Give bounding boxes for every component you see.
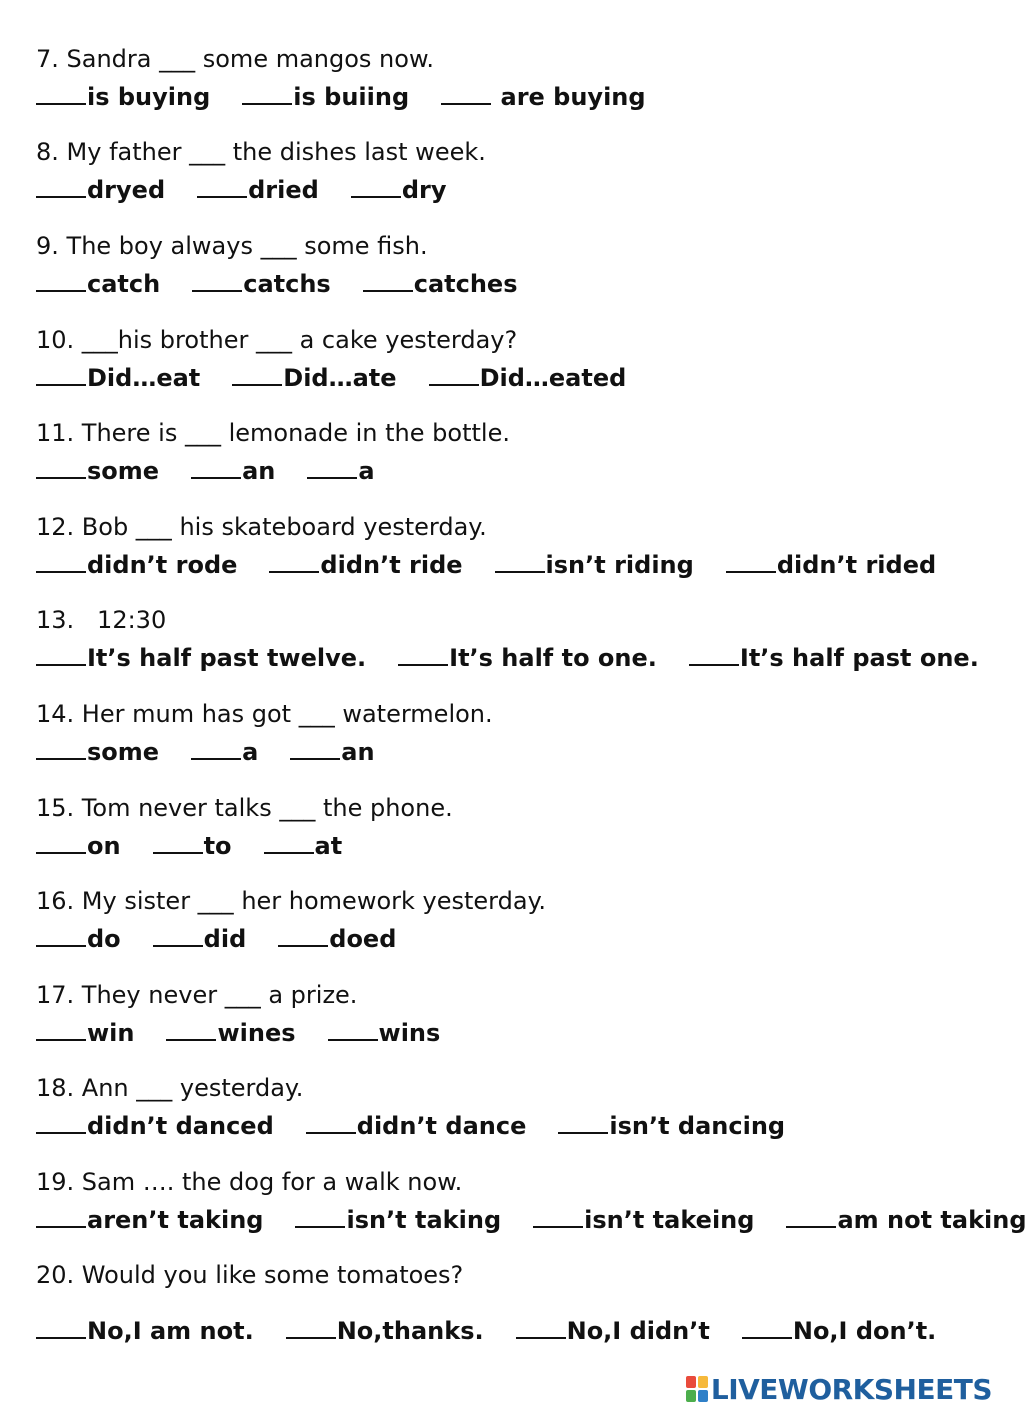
question-text: 15. Tom never talks ___ the phone. [36,794,453,822]
answer-option-label: catchs [243,270,331,298]
answer-option[interactable] [36,736,159,767]
answer-options [36,923,996,954]
answer-option-label: It’s half past twelve. [87,644,367,672]
question-8 [36,137,996,205]
answer-blank[interactable] [269,549,319,573]
answer-blank[interactable] [36,642,86,666]
answer-option-label: No,I am not. [87,1317,254,1345]
answer-options [36,174,996,205]
question-text: 18. Ann ___ yesterday. [36,1074,304,1102]
answer-option[interactable] [192,268,331,299]
question-text: 12. Bob ___ his skateboard yesterday. [36,513,487,541]
question-12 [36,512,996,580]
answer-option-label: No,I don’t. [792,1317,937,1345]
question-text: 17. They never ___ a prize. [36,981,358,1009]
answer-blank[interactable] [36,362,86,386]
logo-square-blue [698,1390,708,1402]
answer-option[interactable] [36,642,366,673]
answer-option-label: catch [87,270,161,298]
answer-options [36,455,996,486]
answer-options [36,1017,996,1048]
logo-text: LIVEWORKSHEETS [710,1372,992,1406]
answer-option[interactable] [242,81,409,112]
question-16 [36,886,996,954]
answer-blank[interactable] [495,549,545,573]
answer-option-label: isn’t takeing [584,1206,755,1234]
answer-option-label: win [87,1019,135,1047]
answer-option[interactable] [197,174,319,205]
question-11 [36,418,996,486]
answer-option-label: on [87,832,121,860]
answer-blank[interactable] [264,830,314,854]
answer-option[interactable] [742,1315,936,1346]
liveworksheets-logo [686,1371,992,1407]
answer-option[interactable] [398,642,657,673]
answer-blank[interactable] [363,268,413,292]
answer-option[interactable] [264,830,343,861]
answer-blank[interactable] [351,174,401,198]
answer-blank[interactable] [166,1017,216,1041]
answer-option-label: some [87,738,160,766]
answer-option[interactable] [328,1017,441,1048]
answer-blank[interactable] [191,736,241,760]
question-13 [36,605,996,673]
answer-option-label: didn’t rode [87,551,238,579]
answer-option[interactable] [429,362,627,393]
answer-options [36,1315,996,1346]
answer-option[interactable] [351,174,447,205]
question-17 [36,980,996,1048]
answer-option-label: aren’t taking [87,1206,264,1234]
answer-options [36,1204,1027,1235]
answer-blank[interactable] [429,362,479,386]
answer-option[interactable] [286,1315,484,1346]
answer-option[interactable] [36,549,237,580]
answer-blank[interactable] [786,1204,836,1228]
answer-option[interactable] [36,1204,263,1235]
answer-option-label: dryed [87,176,166,204]
answer-option-label: didn’t ride [320,551,463,579]
answer-option-label: an [242,457,276,485]
logo-icon [686,1376,708,1402]
question-20 [36,1260,996,1346]
question-text: 16. My sister ___ her homework yesterday. [36,887,546,915]
answer-blank[interactable] [36,1315,86,1339]
answer-option-label: No,I didn’t [566,1317,710,1345]
answer-option-label: isn’t dancing [609,1112,786,1140]
answer-blank[interactable] [36,174,86,198]
answer-blank[interactable] [278,923,328,947]
answer-option[interactable] [363,268,518,299]
logo-square-yellow [698,1376,708,1388]
question-7 [36,44,996,112]
answer-option[interactable] [278,923,396,954]
answer-option-label: isn’t riding [545,551,694,579]
question-19 [36,1167,1027,1235]
answer-blank[interactable] [689,642,739,666]
answer-option[interactable] [36,174,165,205]
answer-option[interactable] [36,362,200,393]
question-10 [36,325,996,393]
question-text: 11. There is ___ lemonade in the bottle. [36,419,510,447]
answer-blank[interactable] [398,642,448,666]
answer-option[interactable] [307,455,374,486]
answer-options [36,830,996,861]
answer-blank[interactable] [36,923,86,947]
answer-blank[interactable] [153,830,203,854]
answer-option[interactable] [533,1204,754,1235]
question-text: 13. 12:30 [36,606,167,634]
answer-option[interactable] [306,1110,527,1141]
answer-blank[interactable] [742,1315,792,1339]
answer-blank[interactable] [192,268,242,292]
answer-blank[interactable] [36,1110,86,1134]
answer-blank[interactable] [516,1315,566,1339]
answer-blank[interactable] [290,736,340,760]
answer-option-label: Did…ate [283,364,397,392]
answer-blank[interactable] [441,81,491,105]
question-18 [36,1073,996,1141]
answer-blank[interactable] [328,1017,378,1041]
answer-blank[interactable] [306,1110,356,1134]
answer-option-label: a [242,738,259,766]
answer-blank[interactable] [197,174,247,198]
answer-option[interactable] [269,549,462,580]
answer-option-label: is buying [87,83,211,111]
answer-option-label: at [314,832,343,860]
answer-option-label: doed [329,925,397,953]
answer-option-label: catches [413,270,518,298]
answer-blank[interactable] [36,455,86,479]
answer-options [36,549,996,580]
answer-blank[interactable] [36,1204,86,1228]
answer-option[interactable] [232,362,396,393]
answer-option-label: to [203,832,232,860]
question-text: 20. Would you like some tomatoes? [36,1261,464,1289]
logo-square-green [686,1390,696,1402]
answer-option-label: Did…eat [87,364,201,392]
answer-option[interactable] [166,1017,295,1048]
answer-option-label: wines [217,1019,296,1047]
question-text: 9. The boy always ___ some fish. [36,232,428,260]
answer-option-label: didn’t dance [356,1112,527,1140]
answer-options [36,736,996,767]
answer-options [36,1110,996,1141]
answer-option[interactable] [36,1017,134,1048]
answer-option-label: dried [248,176,319,204]
answer-options [36,268,996,299]
answer-option[interactable] [786,1204,1026,1235]
answer-blank[interactable] [36,1017,86,1041]
answer-option-label: didn’t rided [776,551,937,579]
answer-option-label: Did…eated [479,364,627,392]
answer-blank[interactable] [726,549,776,573]
answer-option[interactable] [558,1110,785,1141]
answer-option-label: some [87,457,160,485]
answer-option-label: am not taking [837,1206,1027,1234]
answer-blank[interactable] [242,81,292,105]
answer-option[interactable] [36,1315,254,1346]
answer-option[interactable] [153,923,247,954]
answer-option[interactable] [36,455,159,486]
answer-option-label: dry [401,176,447,204]
answer-option-label: isn’t taking [346,1206,502,1234]
answer-option[interactable] [441,81,645,112]
answer-option-label: It’s half to one. [449,644,657,672]
answer-blank[interactable] [307,455,357,479]
answer-blank[interactable] [232,362,282,386]
question-9 [36,231,996,299]
answer-option[interactable] [689,642,979,673]
answer-option-label: do [87,925,121,953]
logo-square-red [686,1376,696,1388]
answer-option-label: an [341,738,375,766]
question-15 [36,793,996,861]
answer-option[interactable] [191,455,275,486]
answer-blank[interactable] [36,830,86,854]
answer-option[interactable] [295,1204,501,1235]
answer-option-label: No,thanks. [336,1317,484,1345]
answer-option-label: are buying [492,83,646,111]
question-text: 19. Sam …. the dog for a walk now. [36,1168,463,1196]
answer-option-label: It’s half past one. [739,644,979,672]
answer-blank[interactable] [558,1110,608,1134]
answer-blank[interactable] [191,455,241,479]
answer-blank[interactable] [295,1204,345,1228]
answer-option-label: a [358,457,375,485]
answer-option[interactable] [36,830,121,861]
question-text: 14. Her mum has got ___ watermelon. [36,700,493,728]
answer-blank[interactable] [286,1315,336,1339]
question-text: 7. Sandra ___ some mangos now. [36,45,435,73]
answer-option[interactable] [36,268,160,299]
answer-option[interactable] [36,923,121,954]
question-text: 10. ___his brother ___ a cake yesterday? [36,326,518,354]
answer-option-label: is buiing [293,83,410,111]
answer-options [36,642,996,673]
answer-options [36,81,996,112]
answer-blank[interactable] [533,1204,583,1228]
answer-option[interactable] [36,1110,274,1141]
answer-option[interactable] [290,736,374,767]
answer-option-label: wins [378,1019,441,1047]
answer-option-label: did [203,925,247,953]
question-14 [36,699,996,767]
answer-option[interactable] [153,830,232,861]
answer-blank[interactable] [36,81,86,105]
answer-option-label: didn’t danced [87,1112,274,1140]
answer-blank[interactable] [36,736,86,760]
answer-options [36,362,996,393]
answer-option[interactable] [516,1315,710,1346]
answer-option[interactable] [495,549,694,580]
answer-blank[interactable] [36,268,86,292]
answer-option[interactable] [191,736,258,767]
answer-option[interactable] [36,81,210,112]
answer-option[interactable] [726,549,936,580]
question-text: 8. My father ___ the dishes last week. [36,138,486,166]
answer-blank[interactable] [36,549,86,573]
answer-blank[interactable] [153,923,203,947]
